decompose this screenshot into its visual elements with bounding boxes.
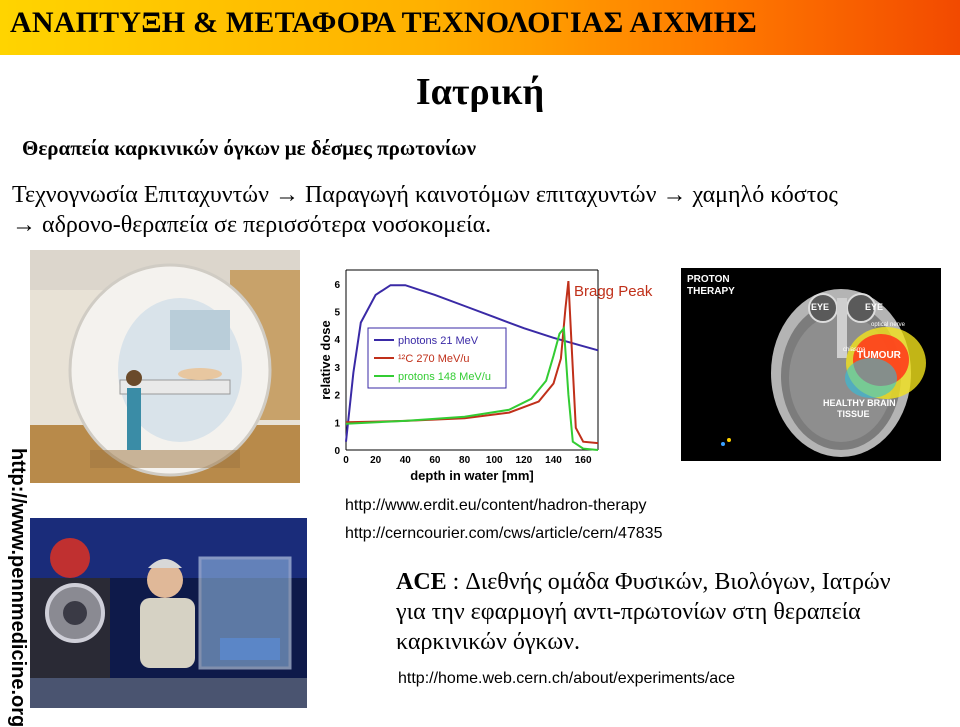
body-line-2: → αδρονο-θεραπεία σε περισσότερα νοσοκομεία.	[12, 212, 492, 238]
proton-therapy-ct-scan	[681, 268, 941, 461]
pennmedicine-vertical-link[interactable]	[7, 448, 31, 727]
bragg-peak-chart	[318, 262, 662, 488]
scientist-apparatus-photo	[30, 518, 307, 708]
x-tick-label: 60	[429, 455, 441, 466]
ace-acronym: ACE	[396, 569, 447, 595]
ct-title-line1: PROTON	[687, 274, 730, 285]
ct-healthy-line2: TISSUE	[837, 409, 870, 419]
x-tick-label: 100	[485, 455, 503, 466]
y-tick-label: 4	[334, 335, 340, 347]
title-banner	[0, 0, 960, 55]
y-tick-label: 1	[334, 418, 340, 430]
ct-eye-right: EYE	[865, 302, 884, 312]
ct-optic-nerve: optical nerve	[871, 322, 906, 328]
ct-tumour: TUMOUR	[857, 350, 901, 361]
y-tick-label: 0	[334, 446, 340, 457]
bragg-peak-label: Bragg Peak	[574, 283, 653, 300]
ct-title-line2: THERAPY	[687, 286, 735, 297]
body-paragraph	[12, 180, 952, 240]
x-tick-label: 0	[343, 455, 349, 466]
ct-healthy-line1: HEALTHY BRAIN	[823, 398, 896, 408]
ace-paragraph	[396, 567, 956, 657]
ct-chiasma: chiasma	[843, 347, 866, 353]
x-tick-label: 120	[515, 455, 533, 466]
ace-link[interactable]: http://home.web.cern.ch/about/experiments/ace	[398, 670, 736, 687]
slide-subtitle: Θεραπεία καρκινικών όγκων με δέσμες πρωτονίων	[22, 136, 477, 160]
x-tick-label: 160	[574, 455, 592, 466]
x-tick-label: 20	[370, 455, 382, 466]
ace-line-2: για την εφαρμογή αντι-πρωτονίων στη θεραπεία	[396, 599, 861, 625]
erdit-link[interactable]: http://www.erdit.eu/content/hadron-therapy	[345, 497, 647, 514]
pennmedicine-url-text[interactable]: http://www.pennmedicine.org	[7, 448, 29, 727]
ace-line-3: καρκινικών όγκων.	[396, 629, 580, 655]
y-tick-label: 3	[334, 362, 340, 374]
y-tick-label: 6	[334, 279, 340, 291]
legend-protons: protons 148 MeV/u	[398, 371, 491, 383]
y-tick-label: 5	[334, 307, 340, 319]
x-tick-label: 80	[459, 455, 471, 466]
x-tick-label: 140	[545, 455, 562, 466]
slide-title: Ιατρική	[415, 71, 545, 113]
legend-carbon: ¹²C 270 MeV/u	[398, 353, 470, 365]
cerncourier-link[interactable]: http://cerncourier.com/cws/article/cern/47835	[345, 525, 663, 542]
ct-eye-left: EYE	[811, 302, 830, 312]
ace-text-1: : Διεθνής ομάδα Φυσικών, Βιολόγων, Ιατρών	[446, 569, 891, 595]
banner-title: ΑΝΑΠΤΥΞΗ & ΜΕΤΑΦΟΡΑ ΤΕΧΝΟΛΟΓΙΑΣ ΑΙΧΜΗΣ	[10, 6, 757, 39]
y-tick-label: 2	[334, 390, 340, 402]
y-axis-label: relative dose	[318, 320, 333, 400]
x-tick-label: 40	[399, 455, 411, 466]
legend-photons: photons 21 MeV	[398, 335, 479, 347]
body-line-1: Τεχνογνωσία Επιταχυντών → Παραγωγή καινοτόμων επιταχυντών → χαμηλό κόστος	[12, 182, 838, 208]
ace-line-1	[396, 567, 956, 597]
x-axis-label: depth in water [mm]	[410, 468, 534, 483]
gantry-room-photo	[30, 250, 300, 483]
